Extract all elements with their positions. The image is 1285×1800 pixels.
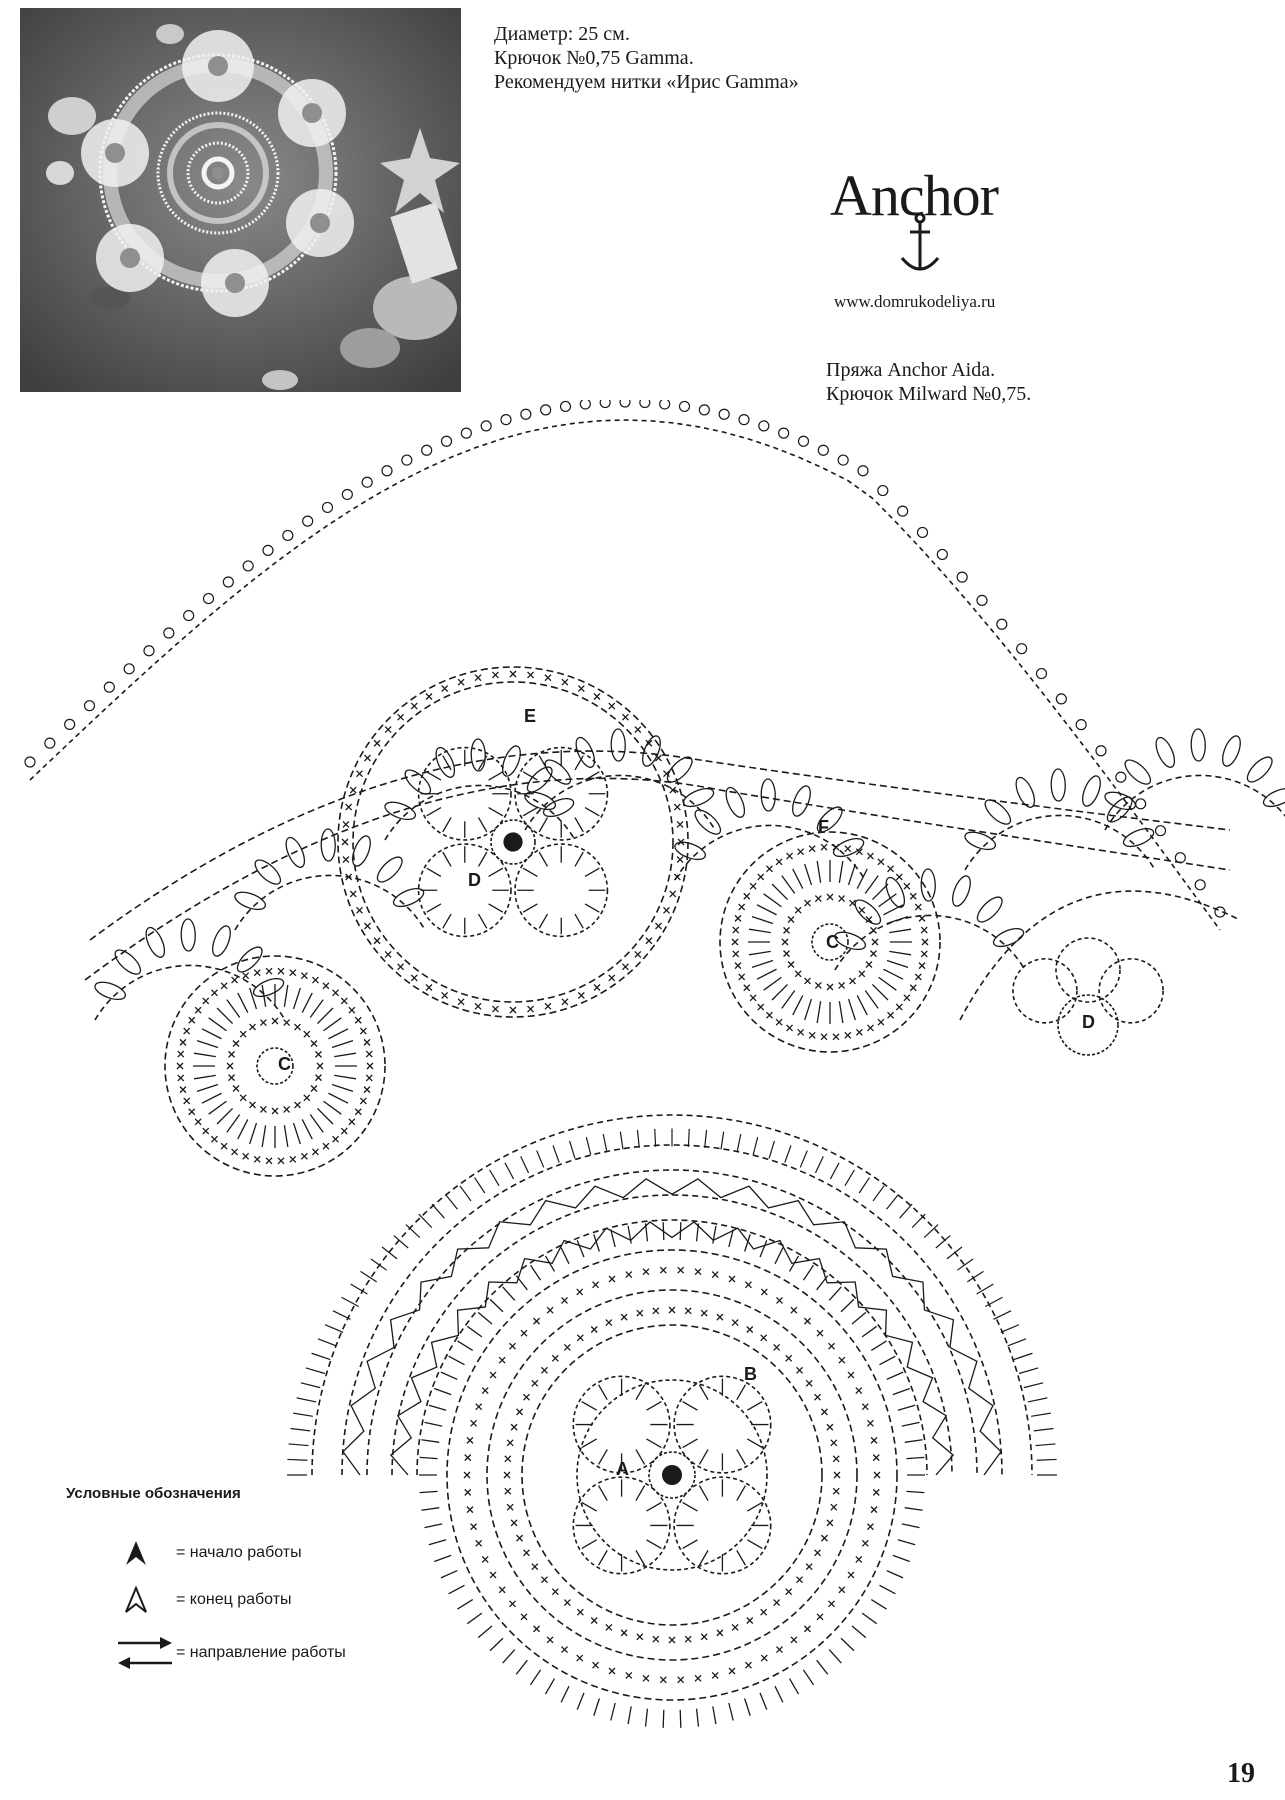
doily-photo <box>20 8 461 392</box>
yarn-text: Пряжа Anchor Aida. <box>826 359 996 381</box>
legend-start-label: = начало работы <box>176 1544 302 1561</box>
anchor-icon <box>830 162 1010 282</box>
legend-direction <box>114 1633 434 1673</box>
label-a: A <box>616 1459 629 1479</box>
label-d-right: D <box>1082 1012 1095 1032</box>
legend-start <box>114 1533 434 1573</box>
yarn-info <box>826 358 1031 406</box>
legend-end <box>114 1580 434 1620</box>
outline-triangle-icon <box>114 1580 176 1620</box>
label-f: F <box>818 817 829 837</box>
label-e: E <box>524 706 537 726</box>
logo-word: Anchor <box>830 163 998 228</box>
legend-end-label: = конец работы <box>176 1591 292 1608</box>
filled-triangle-icon <box>114 1533 176 1573</box>
legend-title: Условные обозначения <box>66 1485 241 1502</box>
website-url: www.domrukodeliya.ru <box>834 292 996 311</box>
arrows-direction-icon <box>114 1633 176 1673</box>
hook-text: Крючок №0,75 Gamma. <box>494 47 694 69</box>
label-c-left: C <box>278 1054 291 1074</box>
anchor-logo <box>830 162 1010 282</box>
pattern-specs <box>494 22 799 94</box>
label-b: B <box>744 1364 757 1384</box>
label-c-right: C <box>826 932 839 952</box>
page-number: 19 <box>1227 1758 1255 1789</box>
crochet-chart <box>0 400 1285 1730</box>
recommend-text: Рекомендуем нитки «Ирис Gamma» <box>494 71 799 93</box>
diameter-text: Диаметр: 25 см. <box>494 23 630 45</box>
legend <box>66 1485 346 1661</box>
legend-direction-label: = направление работы <box>176 1644 346 1661</box>
label-d-center: D <box>468 870 481 890</box>
yarn-hook-text: Крючок Milward №0,75. <box>826 383 1032 405</box>
